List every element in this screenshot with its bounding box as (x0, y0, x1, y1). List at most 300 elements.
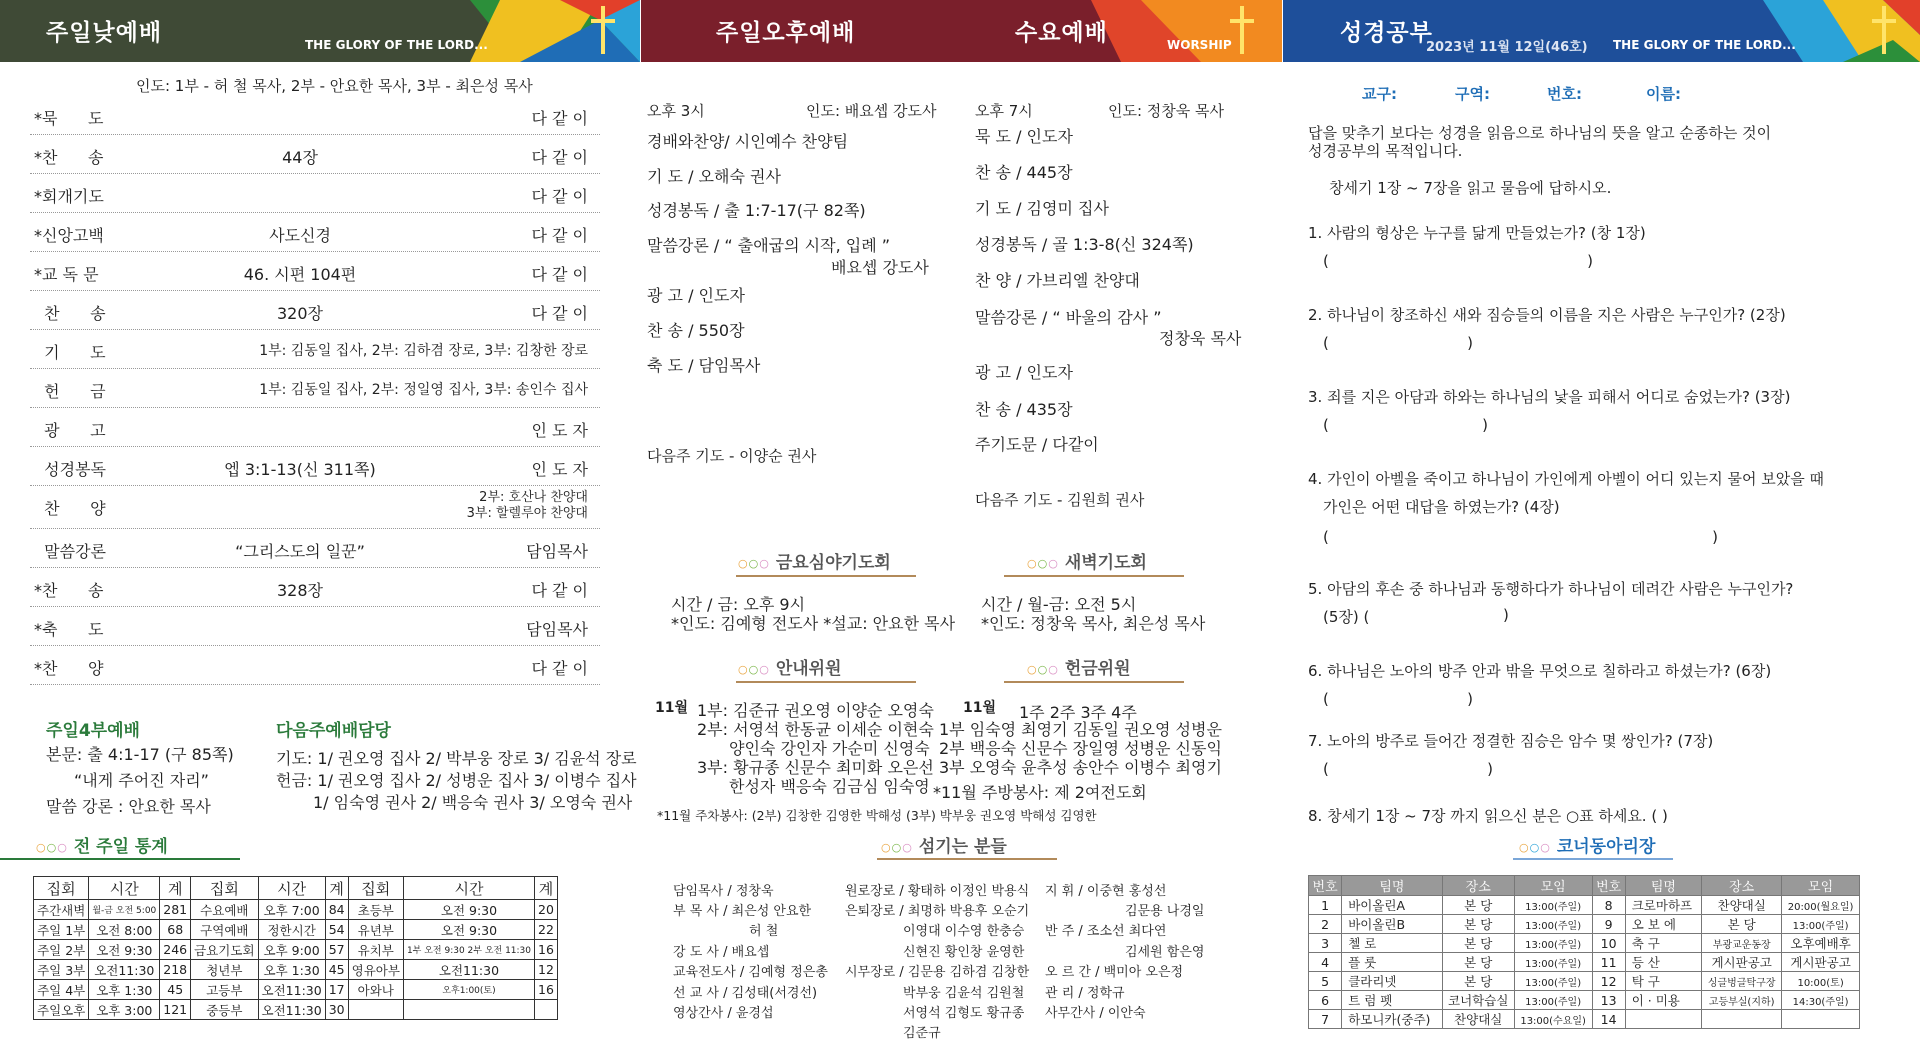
table-header: 시간 (89, 877, 160, 900)
next-duty-text: 기도: 1/ 권오영 집사 2/ 박부웅 장로 3/ 김윤석 장로 (276, 749, 637, 768)
servants-title (881, 832, 1007, 857)
answer-blank[interactable]: ) (1503, 606, 1509, 624)
club-underline (1513, 858, 1673, 860)
table-header: 장소 (1702, 876, 1782, 896)
wednesday-item: 말씀강론 / “ 바울의 감사 ” (975, 308, 1162, 327)
answer-blank[interactable] (1323, 334, 1473, 352)
table-cell: 플 룻 (1342, 953, 1443, 972)
table-cell: 13:00(주일) (1514, 934, 1592, 953)
order-row (30, 332, 600, 369)
table-cell: 본 당 (1442, 972, 1514, 991)
order-item-detail: 46. 시편 104편 (243, 265, 357, 284)
sunday-morning-banner (0, 0, 640, 62)
banner-subtitle: THE GLORY OF THE LORD... (1613, 38, 1796, 52)
table-cell: 16 (535, 980, 558, 1000)
servant-entry: 김문용 나경일 (1125, 904, 1205, 919)
order-item-leader: 다 같 이 (531, 304, 588, 323)
table-cell: 11 (1592, 953, 1625, 972)
afternoon-time: 오후 3시 (647, 102, 705, 120)
table-cell: 바이올린A (1342, 896, 1443, 915)
dots-icon: ○○○ (738, 662, 770, 676)
table-cell: 주일 4부 (34, 980, 89, 1000)
banner-subtitle: THE GLORY OF THE LORD... (305, 38, 488, 52)
table-cell: 17 (325, 980, 348, 1000)
table-cell: 하모니카(중주) (1342, 1010, 1443, 1029)
table-cell: 바이올린B (1342, 915, 1443, 934)
servants-underline (877, 858, 1057, 860)
next-duty-text: 헌금: 1/ 권오영 집사 2/ 성병운 집사 3/ 이병수 집사 (276, 771, 637, 790)
table-cell: 오후 1:30 (258, 960, 325, 980)
table-cell: 84 (325, 900, 348, 920)
order-item-name: *묵 도 (34, 109, 104, 128)
order-row (30, 609, 600, 646)
table-cell: 등 산 (1625, 953, 1701, 972)
guide-text: 3부: 황규종 신문수 최미화 오은선 (697, 758, 934, 777)
table-cell: 218 (160, 960, 191, 980)
wednesday-title: 수요예배 (1015, 20, 1108, 46)
table-cell (348, 1000, 403, 1020)
table-row (1309, 972, 1860, 991)
table-cell: 첼 로 (1342, 934, 1443, 953)
table-cell: 월-금 오전 5:00 (89, 900, 160, 920)
order-item-name: 찬 송 (34, 304, 106, 323)
paren-open: ( (1323, 690, 1329, 708)
order-row (30, 137, 600, 174)
paren-close: ) (1487, 760, 1493, 778)
afternoon-wednesday-column (641, 0, 1282, 1061)
paren-open: ( (1323, 334, 1329, 352)
order-item-name: *찬 송 (34, 148, 104, 167)
table-cell: 16 (535, 940, 558, 960)
friday-title-text: 금요심야기도회 (775, 553, 891, 573)
table-cell: 13:00(주일) (1514, 896, 1592, 915)
table-cell: 13:00(주일) (1782, 915, 1860, 934)
table-header: 번호 (1592, 876, 1625, 896)
table-cell: 68 (160, 920, 191, 940)
table-cell: 본 당 (1442, 915, 1514, 934)
servant-entry: 박부웅 김윤석 김원철 (903, 986, 1025, 1001)
next-duty-title: 다음주예배담당 (276, 721, 391, 741)
table-cell: 클라리넷 (1342, 972, 1443, 991)
servant-entry: 원로장로 / 황태하 이정인 박용식 (845, 884, 1030, 899)
intro-text: 답을 맞추기 보다는 성경을 읽음으로 하나님의 뜻을 알고 순종하는 것이 (1308, 124, 1772, 142)
offering-week-header: 1주 2주 3주 4주 (1019, 703, 1137, 722)
answer-blank[interactable] (1323, 416, 1488, 434)
fourth-service-text: 말씀 강론 : 안요한 목사 (46, 797, 211, 816)
answer-blank[interactable] (1323, 760, 1493, 778)
wednesday-item: 찬 양 / 가브리엘 찬양대 (975, 271, 1140, 290)
question-text: 8. 창세기 1장 ~ 7장 까지 읽으신 분은 ○표 하세요. ( ) (1308, 807, 1668, 825)
table-cell: 57 (325, 940, 348, 960)
servant-entry: 관 리 / 정학규 (1045, 986, 1125, 1001)
afternoon-item: 말씀강론 / “ 출애굽의 시작, 입례 ” (647, 236, 891, 255)
table-cell: 찬양대실 (1702, 896, 1782, 915)
servant-entry: 김세원 함은영 (1125, 945, 1205, 960)
banner-subtitle: WORSHIP (1167, 38, 1232, 52)
order-item-detail: 328장 (277, 581, 323, 600)
order-item-leader: 다 같 이 (531, 187, 588, 206)
table-cell: 20 (535, 900, 558, 920)
table-cell: 오전11:30 (89, 960, 160, 980)
paren-close: ) (1482, 416, 1488, 434)
table-cell: 금요기도회 (191, 940, 258, 960)
table-cell: 게시판공고 (1702, 953, 1782, 972)
cross-icon (586, 6, 620, 56)
table-header: 계 (535, 877, 558, 900)
table-row (1309, 896, 1860, 915)
friday-underline (736, 575, 916, 577)
table-cell: 주일 1부 (34, 920, 89, 940)
order-item-detail: 44장 (282, 148, 318, 167)
table-cell: 13:00(주일) (1514, 991, 1592, 1010)
banner-date: 2023년 11월 12일(46호) (1426, 40, 1588, 55)
cross-icon (1225, 6, 1259, 56)
table-cell: 아와나 (348, 980, 403, 1000)
paren-close: ) (1467, 690, 1473, 708)
servant-entry: 담임목사 / 정창욱 (673, 884, 774, 899)
servant-entry: 이영대 이수영 한충승 (903, 924, 1025, 939)
servant-entry: 김준규 (903, 1026, 941, 1041)
kitchen-service: *11월 주방봉사: 제 2여전도회 (933, 783, 1147, 802)
question-text: 4. 가인이 아벨을 죽이고 하나님이 가인에게 아벨이 어디 있는지 물어 보았을 때 (1308, 470, 1824, 488)
order-item-detail: 320장 (277, 304, 323, 323)
answer-blank[interactable] (1323, 528, 1718, 546)
table-row (1309, 991, 1860, 1010)
table-cell: 오후예배후 (1782, 934, 1860, 953)
dots-icon: ○○○ (1027, 556, 1059, 570)
afternoon-item: 성경봉독 / 출 1:7-17(구 82쪽) (647, 201, 866, 220)
table-cell: 오후1:00(토) (403, 980, 534, 1000)
wednesday-leader: 인도: 정창욱 목사 (1108, 102, 1225, 120)
question-continuation: (5장) ( (1323, 608, 1370, 626)
table-cell: 9 (1592, 915, 1625, 934)
table-cell: 축 구 (1625, 934, 1701, 953)
guide-title (738, 654, 842, 679)
field-district: 교구: (1362, 85, 1397, 103)
table-cell: 오전 9:30 (89, 940, 160, 960)
servant-entry: 부 목 사 / 최은성 안요한 (673, 904, 812, 919)
order-row (30, 648, 600, 685)
order-row (30, 254, 600, 291)
stats-title (36, 832, 168, 857)
afternoon-item: 기 도 / 오해숙 권사 (647, 167, 781, 186)
table-cell: 오후 3:00 (89, 1000, 160, 1020)
order-item-detail: “그리스도의 일꾼” (235, 542, 365, 561)
paren-open: ( (1323, 416, 1329, 434)
afternoon-item: 광 고 / 인도자 (647, 286, 745, 305)
table-cell: 30 (325, 1000, 348, 1020)
table-header: 모임 (1514, 876, 1592, 896)
offering-title-text: 헌금위원 (1064, 659, 1131, 679)
order-item-name: *축 도 (34, 620, 104, 639)
offering-title (1027, 654, 1131, 679)
servant-entry: 오 르 간 / 백미아 오은정 (1045, 965, 1184, 980)
table-cell: 오전11:30 (403, 960, 534, 980)
table-header: 팀명 (1342, 876, 1443, 896)
table-cell: 오후 7:00 (258, 900, 325, 920)
order-item-leader: 다 같 이 (531, 109, 588, 128)
answer-blank[interactable] (1323, 690, 1473, 708)
paren-close: ) (1712, 528, 1718, 546)
fourth-service-text: “내게 주어진 자리” (74, 771, 209, 790)
intro-text: 성경공부의 목적입니다. (1308, 142, 1463, 160)
servant-entry: 은퇴장로 / 최명하 박용후 오순기 (845, 904, 1030, 919)
order-item-name: 헌 금 (34, 382, 106, 401)
order-row (30, 371, 600, 408)
table-cell: 주일 3부 (34, 960, 89, 980)
dots-icon: ○○○ (1519, 840, 1551, 854)
wednesday-item: 광 고 / 인도자 (975, 363, 1073, 382)
order-item-leader: 2부: 호산나 찬양대 3부: 할렐루야 찬양대 (466, 490, 588, 521)
afternoon-item: 축 도 / 담임목사 (647, 356, 761, 375)
order-item-name: *교 독 문 (34, 265, 99, 284)
wednesday-item: 찬 송 / 435장 (975, 400, 1073, 419)
offering-text: 2부 백응숙 신문수 장일영 성병운 신동익 (939, 739, 1222, 758)
table-cell: 오전11:30 (258, 1000, 325, 1020)
table-cell: 오전11:30 (258, 980, 325, 1000)
guide-underline (736, 681, 916, 683)
table-cell: 본 당 (1442, 953, 1514, 972)
table-cell: 중등부 (191, 1000, 258, 1020)
question-text: 1. 사람의 형상은 누구를 닮게 만들었는가? (창 1장) (1308, 224, 1646, 242)
table-cell: 246 (160, 940, 191, 960)
table-header: 계 (325, 877, 348, 900)
cross-icon (1867, 6, 1901, 56)
fourth-service-text: 본문: 출 4:1-17 (구 85쪽) (46, 745, 234, 764)
table-header: 번호 (1309, 876, 1342, 896)
table-header: 장소 (1442, 876, 1514, 896)
table-cell: 2 (1309, 915, 1342, 934)
guide-text: 2부: 서영석 한동균 이세순 이현숙 (697, 720, 934, 739)
wednesday-item: 기 도 / 김영미 집사 (975, 199, 1109, 218)
order-item-leader: 담임목사 (526, 542, 588, 561)
instruction-text: 창세기 1장 ~ 7장을 읽고 물음에 답하시오. (1329, 179, 1612, 197)
table-cell: 본 당 (1442, 896, 1514, 915)
banner-title: 성경공부 (1340, 20, 1433, 46)
order-item-leader: 다 같 이 (531, 265, 588, 284)
field-name: 이름: (1646, 85, 1681, 103)
table-cell: 트 럼 펫 (1342, 991, 1443, 1010)
order-item-detail: 사도신경 (269, 226, 331, 245)
attendance-table (33, 876, 558, 1020)
table-cell: 281 (160, 900, 191, 920)
table-cell: 오 보 에 (1625, 915, 1701, 934)
afternoon-item: 배요셉 강도사 (831, 258, 929, 277)
table-row (34, 940, 558, 960)
question-text: 5. 아담의 후손 중 하나님과 동행하다가 하나님이 데려간 사람은 누구인가? (1308, 580, 1794, 598)
table-cell: 3 (1309, 934, 1342, 953)
order-item-leader: 다 같 이 (531, 659, 588, 678)
order-item-name: *신앙고백 (34, 226, 104, 245)
order-row (30, 531, 600, 568)
order-row (30, 98, 600, 135)
presiders: 인도: 1부 - 허 철 목사, 2부 - 안요한 목사, 3부 - 최은성 목사 (136, 77, 533, 95)
question-text: 2. 하나님이 창조하신 새와 짐승들의 이름을 지은 사람은 누구인가? (2장) (1308, 306, 1786, 324)
servant-entry: 사무간사 / 이안숙 (1045, 1006, 1146, 1021)
dawn-underline (1004, 575, 1184, 577)
order-item-leader: 인 도 자 (531, 421, 588, 440)
order-item-name: 광 고 (34, 421, 106, 440)
servant-entry: 허 철 (749, 924, 779, 939)
order-item-name: *찬 송 (34, 581, 104, 600)
order-item-leader: 인 도 자 (531, 460, 588, 479)
field-number: 번호: (1547, 85, 1582, 103)
stats-underline (0, 858, 240, 860)
table-cell: 10 (1592, 934, 1625, 953)
table-cell (1782, 1010, 1860, 1029)
order-row (30, 215, 600, 252)
dots-icon: ○○○ (738, 556, 770, 570)
dawn-text: *인도: 정창욱 목사, 최은성 목사 (981, 614, 1206, 633)
paren-close: ) (1587, 252, 1593, 270)
afternoon-next-prayer: 다음주 기도 - 이양순 권사 (647, 447, 817, 465)
friday-text: 시간 / 금: 오후 9시 (671, 595, 806, 614)
table-cell: 7 (1309, 1010, 1342, 1029)
guide-text: 1부: 김준규 권오영 이양순 오영숙 (697, 701, 934, 720)
table-cell: 8 (1592, 896, 1625, 915)
table-cell: 13:00(주일) (1514, 953, 1592, 972)
dots-icon: ○○○ (1027, 662, 1059, 676)
wednesday-item: 찬 송 / 445장 (975, 163, 1073, 182)
question-continuation: 가인은 어떤 대답을 하였는가? (4장) (1323, 498, 1560, 516)
paren-open: ( (1323, 760, 1329, 778)
table-cell: 1부 오전 9:30 2부 오전 11:30 (403, 940, 534, 960)
field-zone: 구역: (1455, 85, 1490, 103)
table-row (34, 900, 558, 920)
afternoon-item: 찬 송 / 550장 (647, 321, 745, 340)
dots-icon: ○○○ (36, 840, 68, 854)
table-cell: 54 (325, 920, 348, 940)
wednesday-item: 정창욱 목사 (1159, 329, 1242, 348)
table-cell: 13:00(수요일) (1514, 1010, 1592, 1029)
sunday-morning-column (0, 0, 640, 1061)
table-cell: 13:00(주일) (1514, 915, 1592, 934)
table-cell: 45 (325, 960, 348, 980)
servant-entry: 선 교 사 / 김성태(서경선) (673, 986, 818, 1001)
order-item-leader: 1부: 김동일 집사, 2부: 정일영 집사, 3부: 송인수 집사 (259, 382, 588, 398)
order-item-name: 말씀강론 (34, 542, 106, 561)
table-cell: 6 (1309, 991, 1342, 1010)
banner-title: 주일낮예배 (46, 20, 163, 46)
servant-entry: 반 주 / 조소선 최다연 (1045, 924, 1167, 939)
paren-open: ( (1323, 252, 1329, 270)
table-row (1309, 934, 1860, 953)
table-cell (1625, 1010, 1701, 1029)
offering-underline (1004, 681, 1184, 683)
table-cell: 5 (1309, 972, 1342, 991)
table-header: 집회 (34, 877, 89, 900)
table-row (34, 980, 558, 1000)
order-item-name: 성경봉독 (34, 460, 106, 479)
order-item-name: *찬 양 (34, 659, 104, 678)
table-cell (1702, 1010, 1782, 1029)
table-cell: 14 (1592, 1010, 1625, 1029)
wednesday-time: 오후 7시 (975, 102, 1033, 120)
paren-close: ) (1467, 334, 1473, 352)
dawn-text: 시간 / 월-금: 오전 5시 (981, 595, 1137, 614)
table-cell: 22 (535, 920, 558, 940)
table-cell: 본 당 (1442, 934, 1514, 953)
table-cell (535, 1000, 558, 1020)
table-row (34, 920, 558, 940)
offering-month: 11월 (963, 700, 997, 716)
table-cell: 1 (1309, 896, 1342, 915)
table-cell: 오전 8:00 (89, 920, 160, 940)
paren-open: ( (1323, 528, 1329, 546)
stats-title-text: 전 주일 통계 (73, 837, 168, 857)
order-item-leader: 다 같 이 (531, 226, 588, 245)
offering-text: 3부 오영숙 윤추성 송안수 이병수 최영기 (939, 758, 1222, 777)
question-text: 6. 하나님은 노아의 방주 안과 밖을 무엇으로 칠하라고 하셨는가? (6장) (1308, 662, 1772, 680)
servant-entry: 신현진 황인창 윤영한 (903, 945, 1025, 960)
table-cell: 구역예배 (191, 920, 258, 940)
order-row (30, 570, 600, 607)
order-row (30, 293, 600, 330)
order-item-name: *회개기도 (34, 187, 104, 206)
table-cell: 고등부 (191, 980, 258, 1000)
table-cell: 크로마하프 (1625, 896, 1701, 915)
order-item-leader: 1부: 김동일 집사, 2부: 김하겸 장로, 3부: 김창한 장로 (259, 343, 588, 359)
order-row (30, 410, 600, 447)
table-cell: 10:00(토) (1782, 972, 1860, 991)
table-cell: 수요예배 (191, 900, 258, 920)
table-cell: 주일오후 (34, 1000, 89, 1020)
answer-blank[interactable] (1323, 252, 1593, 270)
afternoon-item: 경배와찬양/ 시인예수 찬양팀 (647, 132, 849, 151)
table-cell: 오후 1:30 (89, 980, 160, 1000)
order-row (30, 176, 600, 213)
table-cell: 부광교운동장 (1702, 934, 1782, 953)
next-duty-text: 1/ 임숙영 권사 2/ 백응숙 권사 3/ 오영숙 권사 (313, 793, 633, 812)
afternoon-title: 주일오후예배 (716, 20, 856, 46)
table-header: 계 (160, 877, 191, 900)
table-row (1309, 953, 1860, 972)
table-cell: 45 (160, 980, 191, 1000)
table-cell: 본 당 (1702, 915, 1782, 934)
servants-title-text: 섬기는 분들 (918, 837, 1007, 857)
guide-title-text: 안내위원 (775, 659, 842, 679)
table-row (34, 960, 558, 980)
servant-entry: 강 도 사 / 배요셉 (673, 945, 770, 960)
order-row (30, 449, 600, 486)
order-item-leader: 다 같 이 (531, 581, 588, 600)
servant-entry: 시무장로 / 김문용 김하겸 김창한 (845, 965, 1030, 980)
dawn-title-text: 새벽기도회 (1064, 553, 1147, 573)
table-row (1309, 915, 1860, 934)
wednesday-item: 묵 도 / 인도자 (975, 127, 1073, 146)
table-cell (403, 1000, 534, 1020)
table-header: 시간 (258, 877, 325, 900)
table-cell: 20:00(월요일) (1782, 896, 1860, 915)
order-item-leader: 담임목사 (526, 620, 588, 639)
order-item-name: 기 도 (34, 343, 106, 362)
servant-entry: 영상간사 / 윤경섭 (673, 1006, 774, 1021)
parking-service: *11월 주차봉사: (2부) 김창한 김영한 박해성 (3부) 박부웅 권오영 박해성 김영한 (657, 808, 1097, 823)
table-cell: 13:00(주일) (1514, 972, 1592, 991)
wednesday-item: 성경봉독 / 골 1:3-8(신 324쪽) (975, 235, 1194, 254)
table-cell: 코너학습실 (1442, 991, 1514, 1010)
guide-text: 양인숙 강인자 가순미 신영숙 (729, 739, 930, 758)
friday-title (738, 548, 891, 573)
table-cell: 이 · 미용 (1625, 991, 1701, 1010)
table-header: 시간 (403, 877, 534, 900)
servant-entry: 교육전도사 / 김예형 정은총 (673, 965, 828, 980)
club-title (1519, 832, 1655, 857)
order-item-detail: 엡 3:1-13(신 311쪽) (224, 460, 376, 479)
order-item-name: 찬 양 (34, 499, 106, 518)
table-cell: 유치부 (348, 940, 403, 960)
table-cell: 주일 2부 (34, 940, 89, 960)
